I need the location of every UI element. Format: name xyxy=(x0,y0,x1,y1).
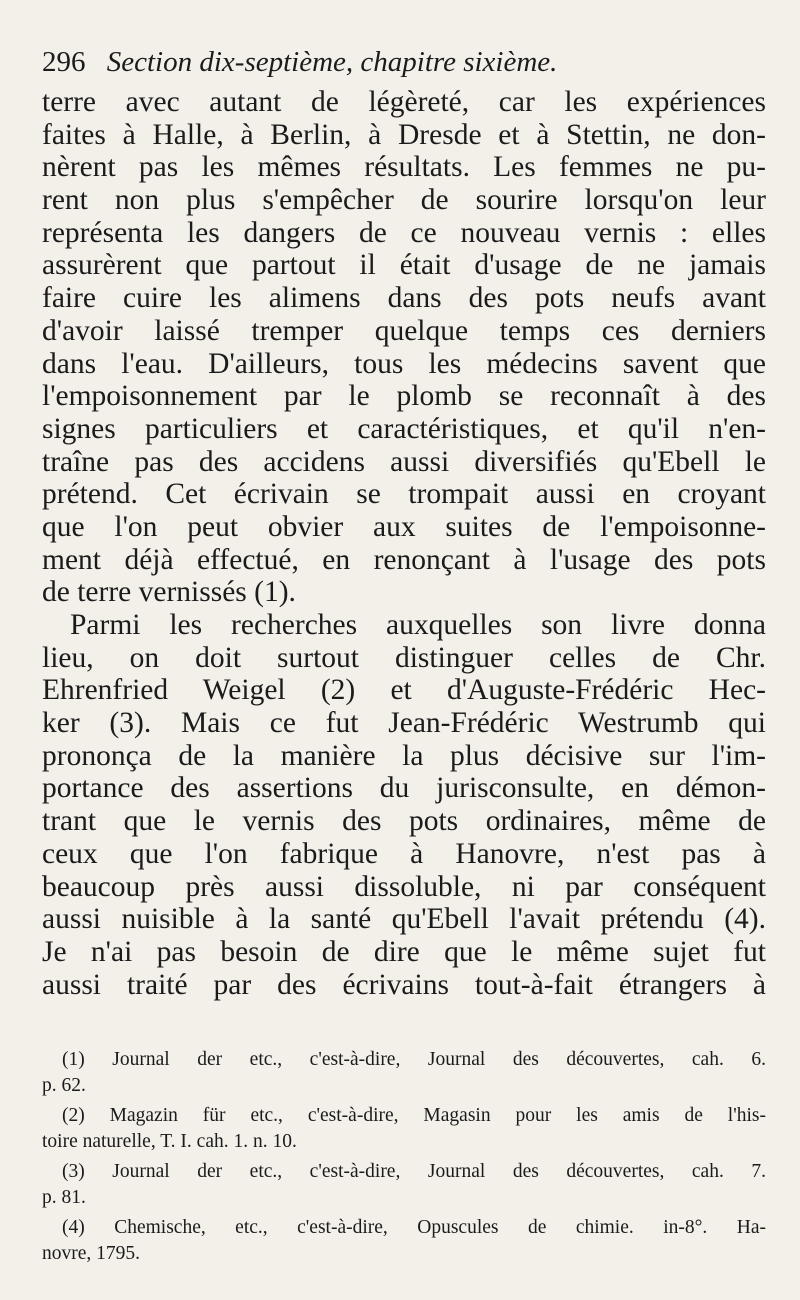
text-line: représenta les dangers de ce nouveau vernis : elles xyxy=(42,216,766,249)
text-line: Parmi les recherches auxquelles son livre donna xyxy=(70,609,766,641)
text-line: ker (3). Mais ce fut Jean-Frédéric Westrumb qui xyxy=(42,707,766,740)
text-line: prétend. Cet écrivain se trompait aussi en croyant xyxy=(42,478,766,511)
text-line: d'avoir laissé tremper quelque temps ces derniers xyxy=(42,314,766,347)
text-line: dans l'eau. D'ailleurs, tous les médecins savent que xyxy=(42,347,766,380)
text-line: de terre vernissés (1). xyxy=(42,576,296,609)
footnotes xyxy=(42,1047,766,1267)
footnote xyxy=(42,1047,766,1099)
footnote-line: (2) Magazin für etc., c'est-à-dire, Magasin pour les amis de l'his- xyxy=(62,1105,766,1127)
text-line: terre avec autant de légèreté, car les expériences xyxy=(42,86,766,118)
text-line: aussi nuisible à la santé qu'Ebell l'avait prétendu (4). xyxy=(42,903,766,936)
text-line: l'empoisonnement par le plomb se reconnaît à des xyxy=(42,380,766,413)
footnote xyxy=(42,1159,766,1211)
text-line: que l'on peut obvier aux suites de l'empoisonne- xyxy=(42,510,766,543)
running-head: Section dix-septième, chapitre sixième. xyxy=(106,46,558,78)
footnote-line: (4) Chemische, etc., c'est-à-dire, Opuscules de chimie. in-8°. Ha- xyxy=(62,1217,766,1239)
text-line: Ehrenfried Weigel (2) et d'Auguste-Frédéric Hec- xyxy=(42,674,766,707)
text-line: ment déjà effectué, en renonçant à l'usage des pots xyxy=(42,543,766,576)
footnote xyxy=(42,1215,766,1267)
footnote xyxy=(42,1103,766,1155)
text-line: portance des assertions du jurisconsulte, en démon- xyxy=(42,772,766,805)
footnote-separator xyxy=(42,1001,766,1047)
text-line: ceux que l'on fabrique à Hanovre, n'est pas à xyxy=(42,837,766,870)
text-line: Je n'ai pas besoin de dire que le même sujet fut xyxy=(42,935,766,968)
text-line: prononça de la manière la plus décisive sur l'im- xyxy=(42,739,766,772)
footnote-line: p. 81. xyxy=(42,1187,86,1209)
page xyxy=(42,38,766,1271)
text-line: faire cuire les alimens dans des pots neufs avant xyxy=(42,282,766,315)
text-line: aussi traité par des écrivains tout-à-fait étrangers à xyxy=(42,968,766,1001)
text-line: lieu, on doit surtout distinguer celles de Chr. xyxy=(42,641,766,674)
footnote-line: (3) Journal der etc., c'est-à-dire, Journal des découvertes, cah. 7. xyxy=(62,1161,766,1183)
text-line: faites à Halle, à Berlin, à Dresde et à Stettin, ne don- xyxy=(42,118,766,151)
footnote-line: (1) Journal der etc., c'est-à-dire, Journal des découvertes, cah. 6. xyxy=(62,1049,766,1071)
text-line: signes particuliers et caractéristiques, et qu'il n'en- xyxy=(42,412,766,445)
footnote-line: p. 62. xyxy=(42,1075,86,1097)
text-line: rent non plus s'empêcher de sourire lorsqu'on leur xyxy=(42,184,766,217)
text-line: beaucoup près aussi dissoluble, ni par conséquent xyxy=(42,870,766,903)
body-text xyxy=(42,86,766,1001)
page-number: 296 xyxy=(42,46,86,78)
text-line: nèrent pas les mêmes résultats. Les femmes ne pu- xyxy=(42,151,766,184)
running-header xyxy=(42,38,766,86)
footnote-line: novre, 1795. xyxy=(42,1243,141,1265)
text-line: assurèrent que partout il était d'usage de ne jamais xyxy=(42,249,766,282)
footnote-line: toire naturelle, T. I. cah. 1. n. 10. xyxy=(42,1131,297,1153)
text-line: trant que le vernis des pots ordinaires, même de xyxy=(42,805,766,838)
text-line: traîne pas des accidens aussi diversifiés qu'Ebell le xyxy=(42,445,766,478)
